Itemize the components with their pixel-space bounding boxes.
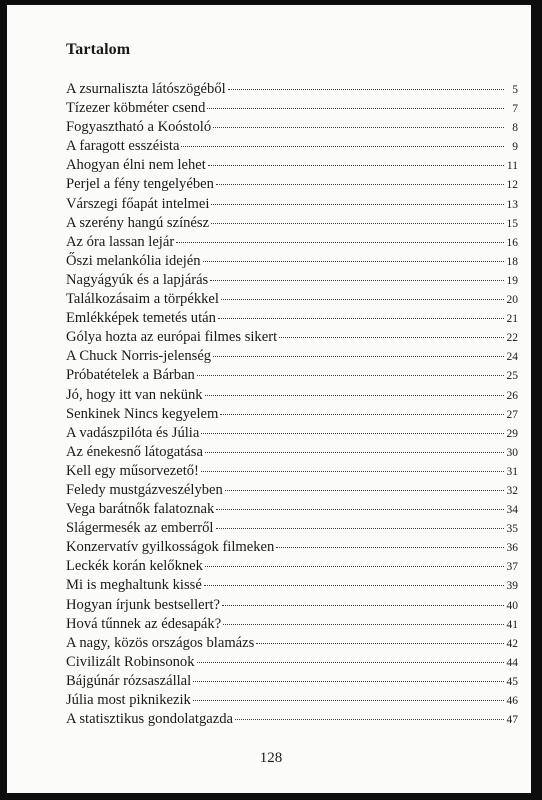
toc-entry xyxy=(66,118,518,137)
toc-entry-title: Emlékképek temetés után xyxy=(66,310,216,327)
toc-entry xyxy=(66,691,518,710)
toc-leader-dots xyxy=(197,662,504,663)
toc-leader-dots xyxy=(216,509,504,510)
toc-entry xyxy=(66,462,518,481)
toc-leader-dots xyxy=(203,261,504,262)
toc-entry xyxy=(66,500,518,519)
toc-leader-dots xyxy=(221,299,504,300)
toc-entry xyxy=(66,653,518,672)
toc-entry xyxy=(66,519,518,538)
toc-leader-dots xyxy=(213,356,504,357)
toc-entry-title: Jó, hogy itt van nekünk xyxy=(66,386,203,403)
toc-entry xyxy=(66,634,518,653)
toc-entry-page: 30 xyxy=(506,446,518,459)
toc-entry xyxy=(66,615,518,634)
toc-leader-dots xyxy=(201,471,504,472)
toc-leader-dots xyxy=(193,681,504,682)
toc-entry-page: 9 xyxy=(512,141,518,154)
toc-entry-title: Fogyasztható a Koóstoló xyxy=(66,119,212,136)
toc-entry-page: 37 xyxy=(506,561,518,574)
toc-leader-dots xyxy=(276,547,504,548)
toc-entry-title: Feledy mustgázveszélyben xyxy=(66,481,223,498)
toc-entry-page: 40 xyxy=(506,599,518,612)
toc-entry xyxy=(66,290,518,309)
toc-leader-dots xyxy=(205,395,504,396)
toc-entry-title: A statisztikus gondolatgazda xyxy=(66,711,233,728)
toc-entry-title: A zsurnaliszta látószögéből xyxy=(66,81,226,97)
toc-entry-page: 21 xyxy=(506,313,518,326)
toc-entry-title: A faragott esszéista xyxy=(66,138,180,155)
toc-entry xyxy=(66,137,518,156)
toc-entry-page: 15 xyxy=(506,217,518,230)
toc-leader-dots xyxy=(210,280,504,281)
toc-entry xyxy=(66,405,518,424)
toc-entry-title: Ahogyan élni nem lehet xyxy=(66,157,206,174)
toc-entry-title: Slágermesék az emberről xyxy=(66,520,214,537)
toc-leader-dots xyxy=(279,337,504,338)
toc-entry-title: Perjel a fény tengelyében xyxy=(66,176,214,193)
toc-entry-page: 18 xyxy=(506,255,518,268)
toc-entry xyxy=(66,309,518,328)
toc-entry xyxy=(66,156,518,175)
toc-leader-dots xyxy=(256,643,504,644)
toc-entry-title: A szerény hangú színész xyxy=(66,214,210,231)
toc-leader-dots xyxy=(176,242,504,243)
toc-entry-page: 8 xyxy=(512,122,518,135)
toc-entry xyxy=(66,175,518,194)
toc-entry-title: Civilizált Robinsonok xyxy=(66,653,195,670)
toc-leader-dots xyxy=(181,146,504,147)
toc-entry-page: 25 xyxy=(506,370,518,383)
toc-entry xyxy=(66,443,518,462)
toc-entry xyxy=(66,271,518,290)
toc-entry-page: 31 xyxy=(506,465,518,478)
toc-entry-page: 45 xyxy=(506,675,518,688)
toc-entry-title: Hogyan írjunk bestsellert? xyxy=(66,596,221,613)
toc-leader-dots xyxy=(197,375,504,376)
toc-entry-title: Vega barátnők falatoznak xyxy=(66,501,215,518)
toc-entry xyxy=(66,672,518,691)
toc-entry-page: 5 xyxy=(512,84,518,96)
toc-entry xyxy=(66,424,518,443)
toc-entry-title: Leckék korán kelőknek xyxy=(66,558,203,575)
toc-entry xyxy=(66,557,518,576)
toc-entry-page: 47 xyxy=(506,714,518,727)
toc-entry-title: Konzervatív gyilkosságok filmeken xyxy=(66,539,275,556)
toc-entry-page: 46 xyxy=(506,695,518,707)
toc-leader-dots xyxy=(218,318,504,319)
toc-entry-page: 32 xyxy=(506,484,518,497)
toc-entry-page: 11 xyxy=(506,160,518,173)
toc-entry xyxy=(66,233,518,252)
toc-leader-dots xyxy=(228,89,504,90)
toc-entry-page: 16 xyxy=(506,236,518,249)
toc-entry-title: A vadászpilóta és Júlia xyxy=(66,424,200,441)
toc-leader-dots xyxy=(204,585,504,586)
toc-leader-dots xyxy=(201,433,504,434)
toc-leader-dots xyxy=(235,719,504,720)
toc-entry xyxy=(66,214,518,233)
toc-entry-page: 20 xyxy=(506,294,518,307)
toc-entry-page: 27 xyxy=(506,408,518,421)
toc-entry xyxy=(66,366,518,385)
page-number: 128 xyxy=(259,750,283,766)
toc-entry-page: 36 xyxy=(506,542,518,555)
toc-entry-title: Mi is meghaltunk kissé xyxy=(66,577,202,594)
toc-entry-title: Az énekesnő látogatása xyxy=(66,443,203,460)
toc-entry xyxy=(66,596,518,615)
toc-entry-title: Próbatételek a Bárban xyxy=(66,367,195,384)
toc-entry xyxy=(66,195,518,214)
toc-entry-page: 39 xyxy=(506,580,518,593)
toc-leader-dots xyxy=(213,127,504,128)
toc-entry xyxy=(66,328,518,347)
toc-entry xyxy=(66,576,518,595)
toc-entry-title: A nagy, közös országos blamázs xyxy=(66,634,255,651)
toc-leader-dots xyxy=(216,184,504,185)
toc-entry-title: Júlia most piknikezik xyxy=(66,692,191,708)
toc-entry xyxy=(66,80,518,99)
toc-entry-page: 12 xyxy=(506,179,518,192)
toc-entry-title: Gólya hozta az európai filmes sikert xyxy=(66,329,278,346)
toc-entry-title: Az óra lassan lejár xyxy=(66,233,175,250)
toc-entry-title: Találkozásaim a törpékkel xyxy=(66,291,219,308)
toc-entry xyxy=(66,99,518,118)
toc-entry xyxy=(66,347,518,366)
toc-leader-dots xyxy=(207,108,504,109)
toc-leader-dots xyxy=(211,223,504,224)
toc-leader-dots xyxy=(205,566,504,567)
toc-entry-page: 44 xyxy=(506,656,518,669)
toc-leader-dots xyxy=(223,624,504,625)
toc-entry-title: Bájgúnár rózsaszállal xyxy=(66,672,192,689)
toc-entry xyxy=(66,538,518,557)
toc-entry xyxy=(66,481,518,500)
toc-entry-title: Tízezer köbméter csend xyxy=(66,100,206,117)
toc-entry-page: 7 xyxy=(512,103,518,116)
toc-leader-dots xyxy=(225,490,504,491)
toc-entry-title: Kell egy műsorvezető! xyxy=(66,462,199,479)
toc-leader-dots xyxy=(216,528,505,529)
toc-entry-page: 24 xyxy=(506,351,518,364)
toc-heading: Tartalom xyxy=(66,41,131,58)
toc-entry xyxy=(66,386,518,405)
toc-entry-page: 42 xyxy=(506,637,518,650)
toc-entry xyxy=(66,252,518,271)
toc-entry-page: 22 xyxy=(506,332,518,345)
toc-entry-title: Senkinek Nincs kegyelem xyxy=(66,405,219,422)
toc-entry-page: 19 xyxy=(506,274,518,287)
toc-leader-dots xyxy=(222,605,504,606)
toc-entry-page: 26 xyxy=(506,389,518,402)
toc-entry-page: 13 xyxy=(506,198,518,211)
toc-leader-dots xyxy=(205,452,504,453)
toc-leader-dots xyxy=(220,414,504,415)
toc-entry-title: Őszi melankólia idején xyxy=(66,252,201,269)
toc-entry xyxy=(66,710,518,729)
toc-leader-dots xyxy=(211,204,504,205)
table-of-contents xyxy=(66,80,518,729)
toc-entry-page: 35 xyxy=(506,523,518,536)
toc-entry-title: A Chuck Norris-jelenség xyxy=(66,348,212,365)
toc-entry-title: Nagyágyúk és a lapjárás xyxy=(66,271,209,288)
toc-entry-page: 34 xyxy=(506,504,518,517)
toc-leader-dots xyxy=(193,700,504,701)
toc-entry-page: 41 xyxy=(506,618,518,631)
toc-entry-title: Várszegi főapát intelmei xyxy=(66,195,210,212)
toc-entry-page: 29 xyxy=(506,427,518,440)
toc-entry-title: Hová tűnnek az édesapák? xyxy=(66,615,222,632)
toc-leader-dots xyxy=(208,165,504,166)
